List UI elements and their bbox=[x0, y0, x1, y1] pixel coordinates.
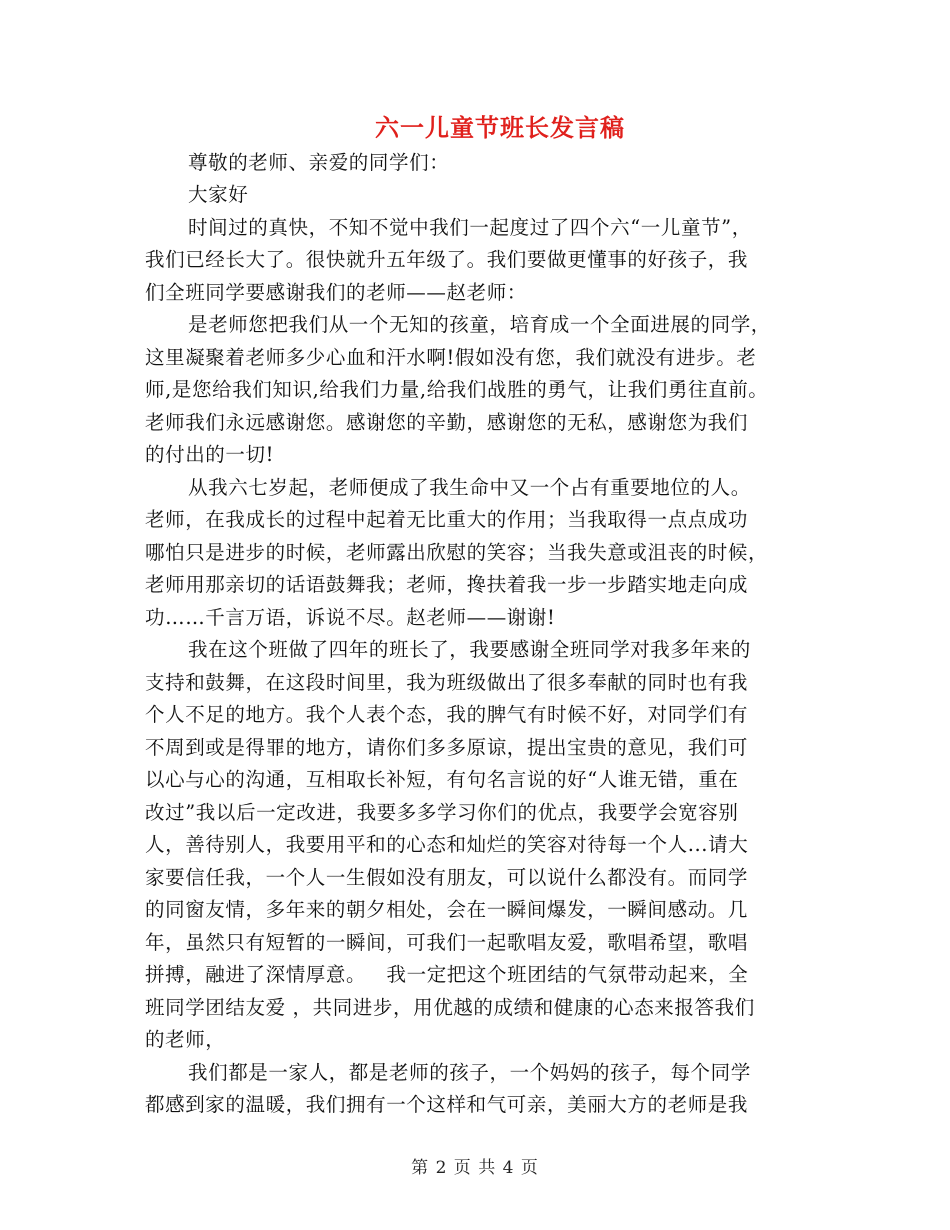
text-line: 老师我们永远感谢您。感谢您的辛勤，感谢您的无私，感谢您为我们 bbox=[145, 411, 749, 434]
page-number-footer: 第 2 页 共 4 页 bbox=[411, 1158, 539, 1178]
text-line: 这里凝聚着老师多少心血和汗水啊!假如没有您，我们就没有进步。老 bbox=[145, 346, 757, 369]
text-line: 老师用那亲切的话语鼓舞我；老师，搀扶着我一步一步踏实地走向成 bbox=[145, 573, 749, 596]
text-line: 班同学团结友爱 ，共同进步，用优越的成绩和健康的心态来报答我们 bbox=[145, 996, 755, 1019]
text-line: 改过”我以后一定改进，我要多多学习你们的优点，我要学会宽容别 bbox=[145, 801, 739, 824]
text-line: 的老师， bbox=[145, 1028, 226, 1051]
text-line: 家要信任我，一个人一生假如没有朋友，可以说什么都没有。而同学 bbox=[145, 866, 749, 889]
text-line: 人，善待别人，我要用平和的心态和灿烂的笑容对待每一个人...请大 bbox=[145, 833, 749, 856]
text-line: 以心与心的沟通，互相取长补短，有句名言说的好“人谁无错，重在 bbox=[145, 768, 739, 791]
text-line: 是老师您把我们从一个无知的孩童，培育成一个全面进展的同学， bbox=[188, 313, 771, 336]
text-line: 们全班同学要感谢我们的老师——赵老师： bbox=[145, 281, 527, 304]
text-line: 尊敬的老师、亲爱的同学们： bbox=[188, 151, 450, 174]
text-line: 年，虽然只有短暂的一瞬间，可我们一起歌唱友爱，歌唱希望，歌唱 bbox=[145, 931, 749, 954]
text-line: 我们已经长大了。很快就升五年级了。我们要做更懂事的好孩子，我 bbox=[145, 248, 749, 271]
text-line: 我在这个班做了四年的班长了，我要感谢全班同学对我多年来的 bbox=[188, 638, 751, 661]
text-line: 时间过的真快，不知不觉中我们一起度过了四个六“一儿童节”， bbox=[188, 216, 752, 239]
document-title: 六一儿童节班长发言稿 bbox=[375, 113, 625, 142]
text-line: 拼搏，融进了深情厚意。 我一定把这个班团结的气氛带动起来，全 bbox=[145, 963, 749, 986]
text-line: 哪怕只是进步的时候，老师露出欣慰的笑容；当我失意或沮丧的时候， bbox=[145, 541, 769, 564]
text-line: 师,是您给我们知识,给我们力量,给我们战胜的勇气，让我们勇往直前。 bbox=[145, 378, 769, 401]
text-line: 从我六七岁起，老师便成了我生命中又一个占有重要地位的人。 bbox=[188, 476, 751, 499]
text-line: 不周到或是得罪的地方，请你们多多原谅，提出宝贵的意见，我们可 bbox=[145, 736, 749, 759]
text-line: 我们都是一家人，都是老师的孩子，一个妈妈的孩子，每个同学 bbox=[188, 1061, 751, 1084]
text-line: 的付出的一切! bbox=[145, 443, 275, 466]
text-line: 大家好 bbox=[188, 183, 249, 206]
text-line: 支持和鼓舞，在这段时间里，我为班级做出了很多奉献的同时也有我 bbox=[145, 671, 749, 694]
text-line: 老师，在我成长的过程中起着无比重大的作用；当我取得一点点成功 bbox=[145, 508, 749, 531]
text-line: 个人不足的地方。我个人表个态，我的脾气有时候不好，对同学们有 bbox=[145, 703, 749, 726]
text-line: 功……千言万语，诉说不尽。赵老师——谢谢! bbox=[145, 606, 556, 629]
text-line: 的同窗友情，多年来的朝夕相处，会在一瞬间爆发，一瞬间感动。几 bbox=[145, 898, 749, 921]
text-line: 都感到家的温暖，我们拥有一个这样和气可亲，美丽大方的老师是我 bbox=[145, 1093, 749, 1116]
